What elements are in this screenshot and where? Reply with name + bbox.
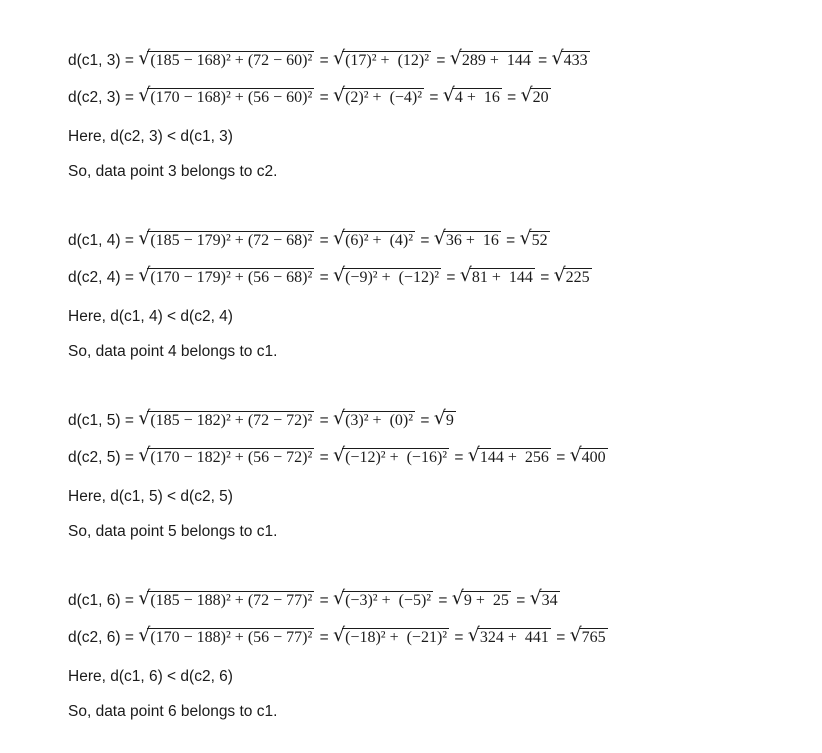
square-root [433,226,502,249]
formula-text: = [501,232,520,249]
radicand: (170 − 168)² + (56 − 60)² [148,85,315,111]
radicand: (2)² + (−4)² [343,85,425,111]
conclusion-line: So, data point 3 belongs to c2. [68,163,278,180]
formula-text: = [315,52,333,69]
radical-sign-icon: √ [332,406,346,429]
formula-text: = [315,232,333,249]
square-root [138,406,315,429]
radicand: (170 − 182)² + (56 − 72)² [148,445,315,471]
radical-sign-icon: √ [138,46,151,69]
radical-sign-icon: √ [332,623,346,646]
calc-block-point-4 [68,226,792,362]
radical-sign-icon: √ [442,83,455,106]
square-root [529,586,561,609]
radical-sign-icon: √ [138,586,151,609]
comparison-line: Here, d(c1, 5) < d(c2, 5) [68,488,233,505]
radical-sign-icon: √ [551,46,564,69]
square-root [520,83,552,106]
formula-text: d(c1, 4) = [68,232,139,249]
formula-text: = [315,629,333,646]
radical-sign-icon: √ [569,623,582,646]
radical-sign-icon: √ [138,623,151,646]
radical-sign-icon: √ [332,443,346,466]
radical-sign-icon: √ [433,406,446,429]
radicand: 81 + 144 [470,265,536,291]
formula-text: = [511,592,530,609]
comparison-line: Here, d(c1, 6) < d(c2, 6) [68,668,233,685]
square-root [332,83,425,106]
formula-text: = [425,89,443,106]
radical-sign-icon: √ [459,263,472,286]
calc-block-point-6 [68,586,792,722]
square-root [569,623,609,646]
radicand: 289 + 144 [460,48,534,74]
radicand: 144 + 256 [478,445,552,471]
formula-text: d(c2, 3) = [68,89,139,106]
formula-text: = [533,52,552,69]
radical-sign-icon: √ [332,586,346,609]
radicand: 4 + 16 [453,85,503,111]
radical-sign-icon: √ [138,83,151,106]
square-root [442,83,503,106]
distance-formula-c2-4 [68,263,792,289]
square-root [433,406,457,429]
formula-text: d(c1, 3) = [68,52,139,69]
radicand: 225 [564,265,593,291]
radicand: (170 − 188)² + (56 − 77)² [148,625,315,651]
square-root [551,46,591,69]
square-root [467,623,552,646]
square-root [467,443,552,466]
radicand: 9 + 25 [462,588,512,614]
square-root [459,263,536,286]
formula-text: = [450,449,468,466]
radicand: (−9)² + (−12)² [343,265,442,291]
radical-sign-icon: √ [332,46,346,69]
radicand: 433 [562,48,591,74]
square-root [138,83,315,106]
formula-text: = [416,232,434,249]
square-root [519,226,551,249]
square-root [449,46,534,69]
conclusion-line: So, data point 4 belongs to c1. [68,343,278,360]
formula-text: = [551,449,570,466]
square-root [553,263,593,286]
radical-sign-icon: √ [332,83,346,106]
distance-formula-c2-5 [68,443,792,469]
square-root [332,443,450,466]
square-root [138,263,315,286]
square-root [332,623,450,646]
formula-text: = [450,629,468,646]
square-root [332,586,434,609]
distance-formula-c1-4 [68,226,792,252]
radicand: (170 − 179)² + (56 − 68)² [148,265,315,291]
conclusion-line: So, data point 5 belongs to c1. [68,523,278,540]
radicand: (−12)² + (−16)² [343,445,450,471]
distance-formula-c1-3 [68,46,792,72]
radical-sign-icon: √ [332,226,346,249]
radical-sign-icon: √ [569,443,582,466]
formula-text: = [551,629,570,646]
formula-text: = [315,449,333,466]
radical-sign-icon: √ [519,226,532,249]
square-root [332,226,416,249]
formula-text: d(c2, 4) = [68,269,139,286]
radicand: (185 − 179)² + (72 − 68)² [148,228,315,254]
radicand: 52 [530,228,551,254]
formula-text: = [535,269,554,286]
distance-formula-c1-6 [68,586,792,612]
radicand: 34 [540,588,561,614]
formula-text: = [315,269,333,286]
formula-text: = [432,52,450,69]
formula-text: d(c1, 6) = [68,592,139,609]
radicand: 765 [580,625,609,651]
radicand: (−18)² + (−21)² [343,625,450,651]
formula-text: = [315,592,333,609]
calc-block-point-5 [68,406,792,542]
radical-sign-icon: √ [138,263,151,286]
calc-block-point-3 [68,46,792,182]
radical-sign-icon: √ [332,263,346,286]
radicand: 324 + 441 [478,625,552,651]
square-root [138,623,315,646]
radical-sign-icon: √ [433,226,446,249]
radical-sign-icon: √ [467,443,480,466]
radical-sign-icon: √ [529,586,542,609]
radicand: 9 [444,408,457,434]
radicand: (185 − 182)² + (72 − 72)² [148,408,315,434]
distance-formula-c2-3 [68,83,792,109]
square-root [451,586,512,609]
formula-text: = [434,592,452,609]
distance-formula-c1-5 [68,406,792,432]
radicand: (185 − 188)² + (72 − 77)² [148,588,315,614]
formula-text: d(c2, 6) = [68,629,139,646]
radicand: (185 − 168)² + (72 − 60)² [148,48,315,74]
formula-text: = [315,89,333,106]
radical-sign-icon: √ [138,443,151,466]
square-root [569,443,609,466]
radicand: (6)² + (4)² [343,228,416,254]
radical-sign-icon: √ [451,586,464,609]
radicand: (17)² + (12)² [343,48,432,74]
formula-text: = [416,412,434,429]
square-root [138,443,315,466]
radicand: 400 [580,445,609,471]
radicand: (−3)² + (−5)² [343,588,434,614]
formula-text: = [315,412,333,429]
formula-text: = [442,269,460,286]
radicand: (3)² + (0)² [343,408,416,434]
radical-sign-icon: √ [467,623,480,646]
formula-text: = [502,89,521,106]
square-root [138,46,315,69]
formula-text: d(c1, 5) = [68,412,139,429]
radical-sign-icon: √ [138,226,151,249]
square-root [332,263,442,286]
square-root [332,46,432,69]
distance-formula-c2-6 [68,623,792,649]
square-root [138,226,315,249]
radical-sign-icon: √ [449,46,462,69]
comparison-line: Here, d(c2, 3) < d(c1, 3) [68,128,233,145]
radical-sign-icon: √ [138,406,151,429]
conclusion-line: So, data point 6 belongs to c1. [68,703,278,720]
radical-sign-icon: √ [553,263,566,286]
radicand: 36 + 16 [444,228,502,254]
square-root [138,586,315,609]
radical-sign-icon: √ [520,83,533,106]
square-root [332,406,416,429]
formula-text: d(c2, 5) = [68,449,139,466]
comparison-line: Here, d(c1, 4) < d(c2, 4) [68,308,233,325]
radicand: 20 [531,85,552,111]
